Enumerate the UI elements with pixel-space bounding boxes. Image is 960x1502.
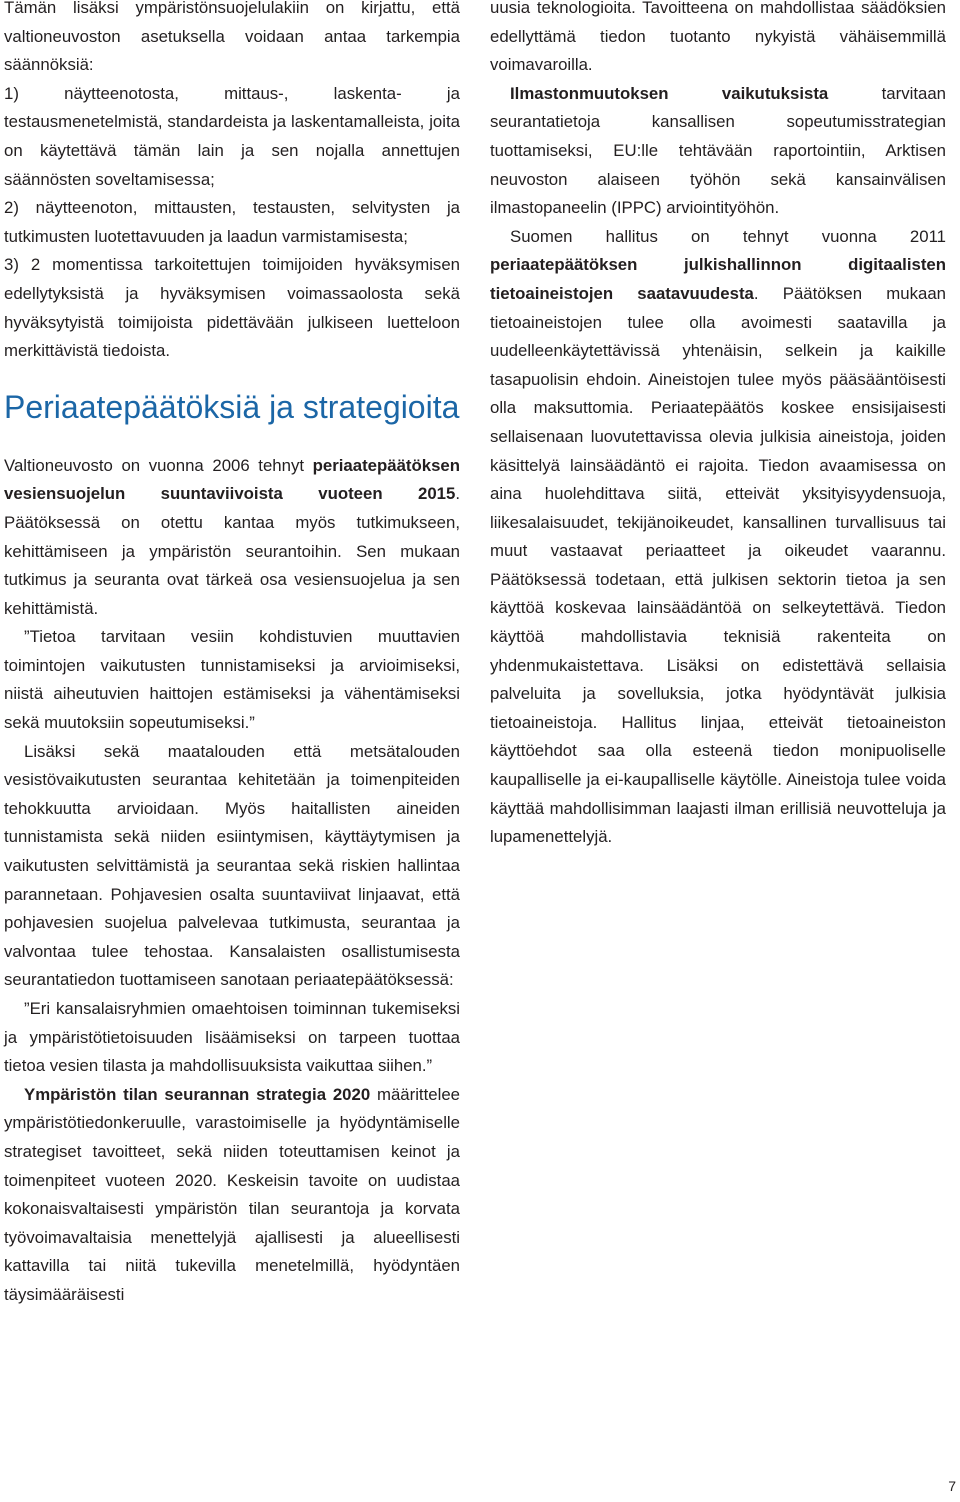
section-heading: Periaatepäätöksiä ja strategioita (4, 388, 460, 425)
quote-paragraph-1: ”Tietoa tarvitaan vesiin kohdistuvien muuttavien toimintojen vaikutusten tunnistamiseksi ja arvioimiseksi, niistä aiheutuvien haittojen estämiseksi ja vähentämiseksi sekä muutoksiin sopeutumiseksi.” (4, 627, 460, 733)
list-item-3: 3) 2 momentissa tarkoitettujen toimijoiden hyväksymisen edellytyksistä ja hyväksymisen voimassaolosta sekä hyväksytyistä toimijoista pidettävään julkiseen luetteloon merkittävistä tiedoista. (4, 255, 460, 361)
paragraph-teknologiat: uusia teknologioita. Tavoitteena on mahdollistaa säädöksien edellyttämä tiedon tuotanto nykyistä vähäisemmillä voimavaroilla. (490, 0, 946, 75)
right-column (490, 0, 946, 852)
list-item-2: 2) näytteenoton, mittausten, testausten, selvitysten ja tutkimusten luotettavuuden ja laadun varmistamisesta; (4, 198, 460, 246)
paragraph-vesiensuojelu: Valtioneuvosto on vuonna 2006 tehnyt periaatepäätöksen vesiensuojelun suuntaviivoista vuoteen 2015. Päätöksessä on otettu kantaa myös tutkimukseen, kehittämiseen ja ympäristön seurantoihin. Sen mukaan tutkimus ja seuranta ovat tärkeä osa vesiensuojelua ja sen kehittämistä. (4, 455, 460, 618)
bold-term: periaatepäätöksen julkishallinnon digitaalisten tietoaineistojen saatavuudesta (490, 255, 946, 303)
quote-paragraph-2: ”Eri kansalaisryhmien omaehtoisen toiminnan tukemiseksi ja ympäristötietoisuuden lisäämiseksi on tarpeen tuottaa tietoa vesien tilasta ja mahdollisuuksista vaikuttaa siihen.” (4, 999, 460, 1076)
left-column (4, 0, 460, 1310)
bold-term: Ympäristön tilan seurannan strategia 2020 (24, 1084, 371, 1104)
paragraph-tietoaineistot: Suomen hallitus on tehnyt vuonna 2011 periaatepäätöksen julkishallinnon digitaalisten tietoaineistojen saatavuudesta. Päätöksen mukaan tietoaineistojen tulee olla avoimesti saatavilla ja uudelleenkäytettävissä yhtenäisin, selkein ja kaikille tasapuolisin ehdoin. Aineistojen tulee myös pääsääntöisesti olla maksuttomia. Periaatepäätös koskee ensisijaisesti sellaisenaan luovutettavissa olevia julkisia aineistoja, joiden käsittelyä lainsäädäntö ei rajoita. Tiedon avaamisessa on aina huolehdittava siitä, etteivät yksityisyydensuoja, liikesalaisuudet, tekijänoikeudet, kansallinen turvallisuus tai muut vastaavat periaatteet ja oikeudet vaarannu. Päätöksessä todetaan, että julkisen sektorin tietoa ja sen käyttöä koskevaa lainsäädäntöä on selkeytettävä. Tiedon käyttöä mahdollistavia teknisiä rakenteita on yhdenmukaistettava. Lisäksi on edistettävä sellaisia palveluita ja sovelluksia, jotka hyödyntävät julkisia tietoaineistoja. Hallitus linjaa, etteivät tietoaineiston käyttöehdot saa olla esteenä tiedon monipuoliselle kaupalliselle ja ei-kaupalliselle käytölle. Aineistoja tulee voida käyttää mahdollisimman laajasti ilman erillisiä neuvotteluja ja lupamenettelyjä. (490, 226, 946, 847)
paragraph-strategia: Ympäristön tilan seurannan strategia 2020 määrittelee ympäristötiedonkeruulle, varastoimiselle ja hyödyntämiselle strategiset tavoitteet, sekä niiden toteuttamisen keinot ja toimenpiteet vuoteen 2020. Keskeisin tavoite on uudistaa kokonaisvaltaisesti ympäristön tilan seurantoja ja korvata työvoimavaltaisia menettelyjä ajallisesti ja alueellisesti kattavilla tai niitä tukevilla menetelmillä, hyödyntäen täysimääräisesti (4, 1084, 460, 1304)
paragraph-ilmasto: Ilmastonmuutoksen vaikutuksista tarvitaan seurantatietoja kansallisen sopeutumisstrategian tuottamiseksi, EU:lle tehtävään raportointiin, Arktisen neuvoston alaiseen työhön sekä kansainvälisen ilmastopaneelin (IPPC) arviointityöhön. (490, 83, 947, 218)
paragraph-seuranta: Lisäksi sekä maatalouden että metsätalouden vesistövaikutusten seurantaa kehitetään ja toimenpiteiden tehokkuutta arvioidaan. Myös haitallisten aineiden tunnistamista sekä niiden esiintymisen, käyttäytymisen ja vaikutusten selvittämistä ja seurantaa sekä riskien hallintaa parannetaan. Pohjavesien osalta suuntaviivat linjaavat, että pohjavesien suojelua palvelevaa tutkimusta, seurantaa ja valvontaa tulee tehostaa. Kansalaisten osallistumisesta seurantatiedon tuottamiseen sanotaan periaatepäätöksessä: (4, 741, 460, 990)
intro-paragraph: Tämän lisäksi ympäristönsuojelulakiin on kirjattu, että valtioneuvoston asetuksella voidaan antaa tarkempia säännöksiä: (4, 0, 460, 75)
page-number: 7 (948, 1478, 956, 1494)
list-item-1: 1) näytteenotosta, mittaus-, laskenta- ja testausmenetelmistä, standardeista ja laskentamalleista, joita on käytettävä tämän lain ja sen nojalla annettujen säännösten soveltamisessa; (4, 83, 460, 189)
bold-term: Ilmastonmuutoksen vaikutuksista (510, 83, 829, 103)
bold-term: periaatepäätöksen vesiensuojelun suuntaviivoista vuoteen 2015 (4, 455, 460, 504)
